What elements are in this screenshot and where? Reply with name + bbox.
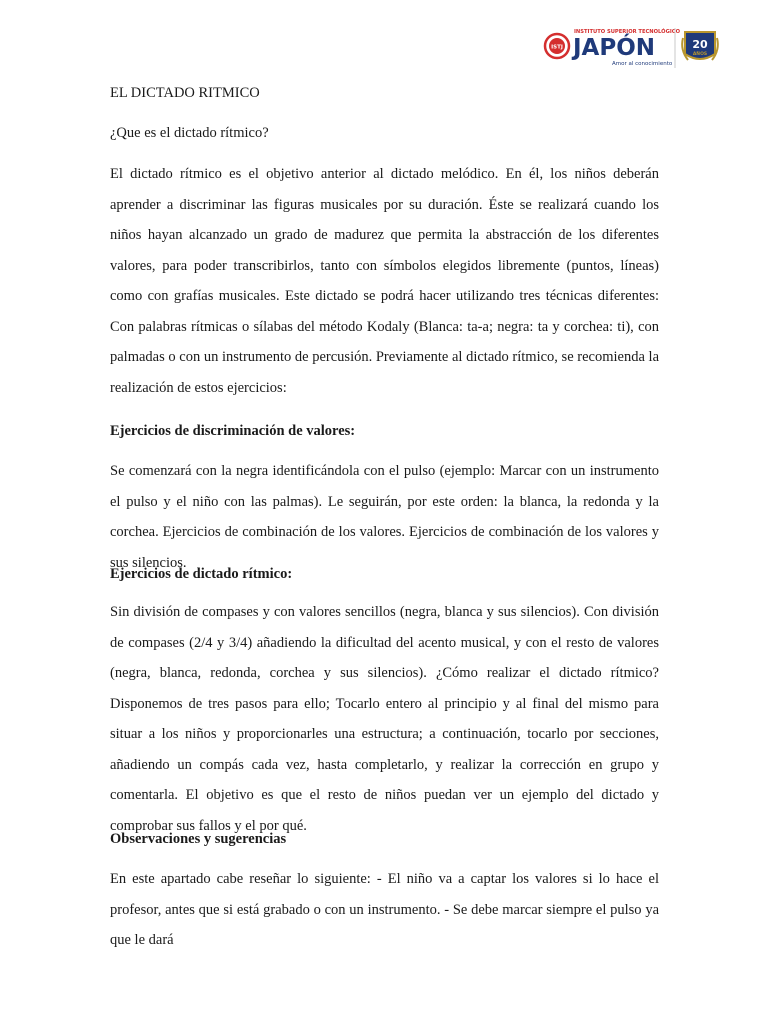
paragraph-intro: El dictado rítmico es el objetivo anterior al dictado melódico. En él, los niños deberán aprender a discriminar las figuras musicales por su duración. Éste se realizará cuando los niños hayan alcanzado un grado de madurez que permita la abstracción de los diferentes valores, para poder transcribirlos, tanto con símbolos elegidos libremente (puntos, líneas) como con grafías musicales. Este dictado se podrá hacer utilizando tres técnicas diferentes: Con palabras rítmicas o sílabas del método Kodaly (Blanca: ta-a; negra: ta y corchea: ti), con palmadas o con un instrumento de percusión. Previamente al dictado rítmico, se recomienda la realización de estos ejercicios: bbox=[110, 166, 659, 396]
anniversary-badge-icon bbox=[682, 32, 718, 60]
emblem-text: ISTJ bbox=[551, 44, 563, 51]
document-title: EL DICTADO RITMICO bbox=[110, 85, 260, 101]
paragraph-discrimination: Se comenzará con la negra identificándola con el pulso (ejemplo: Marcar con un instrumento el pulso y el niño con las palmas). Le seguirán, por este orden: la blanca, la redonda y la corchea. Ejercicios de combinación de los valores. Ejercicios de combinación de los valores y sus silencios. bbox=[110, 463, 659, 571]
section-heading-observations: Observaciones y sugerencias bbox=[110, 831, 287, 847]
document-question: ¿Que es el dictado rítmico? bbox=[110, 125, 269, 141]
logo-tagline: Amor al conocimiento bbox=[612, 61, 673, 67]
badge-text: AÑOS bbox=[692, 52, 708, 57]
emblem-icon bbox=[545, 34, 569, 58]
logo-name: JAPÓN bbox=[573, 35, 656, 61]
badge-number: 20 bbox=[692, 38, 708, 51]
logo-top-text: INSTITUTO SUPERIOR TECNOLÓGICO bbox=[574, 29, 680, 35]
paragraph-dictation: Sin división de compases y con valores sencillos (negra, blanca y sus silencios). Con división de compases (2/4 y 3/4) añadiendo la dificultad del acento musical, y con el resto de valores (negra, blanca, redonda, corchea y sus silencios). ¿Cómo realizar el dictado rítmico? Disponemos de tres pasos para ello; Tocarlo entero al principio y al final del mismo para situar a los niños y proporcionarles una estructura; a continuación, tocarlo por secciones, añadiendo un compás cada vez, hasta completarlo, y realizar la corrección en grupo y comentarla. El objetivo es que el resto de niños puedan ver un ejemplo del dictado y comprobar sus fallos y el por qué. bbox=[110, 604, 659, 834]
section-heading-discrimination: Ejercicios de discriminación de valores: bbox=[110, 423, 356, 439]
institution-logo bbox=[540, 24, 730, 72]
paragraph-observations: En este apartado cabe reseñar lo siguiente: - El niño va a captar los valores si lo hace el profesor, antes que si está grabado o con un instrumento. - Se debe marcar siempre el pulso ya que le dará bbox=[110, 871, 659, 948]
section-heading-dictation: Ejercicios de dictado rítmico: bbox=[110, 566, 293, 582]
